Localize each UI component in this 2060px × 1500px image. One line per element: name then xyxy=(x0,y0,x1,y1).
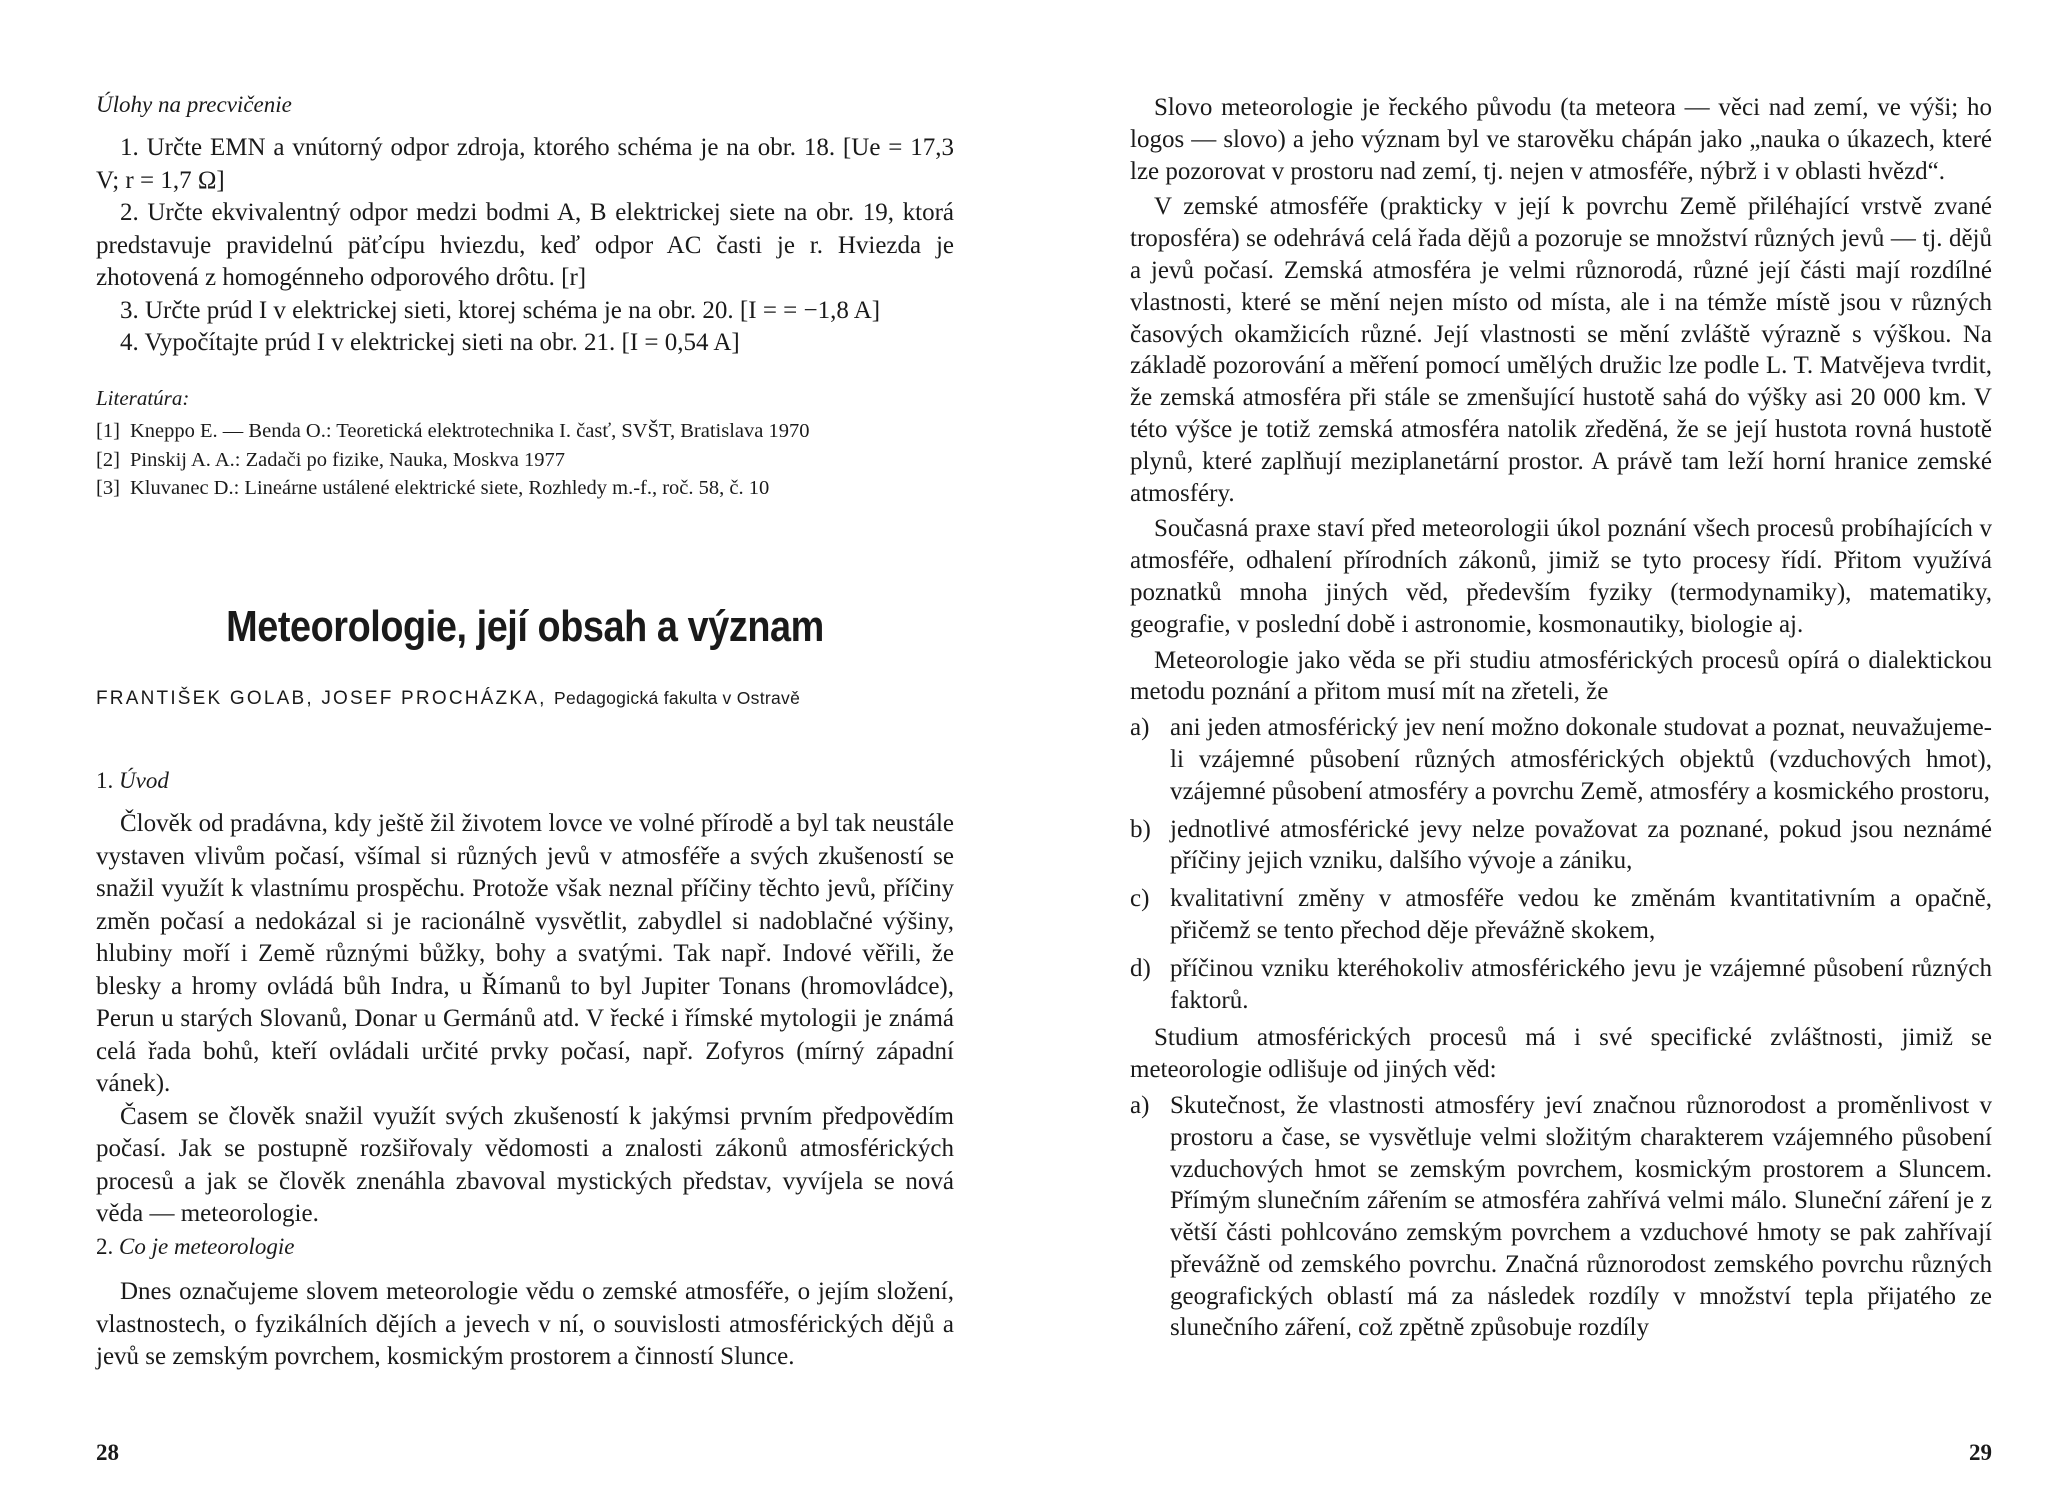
article-authors: FRANTIŠEK GOLAB, JOSEF PROCHÁZKA, xyxy=(96,688,547,709)
literature-text: Kluvanec D.: Lineárne ustálené elektrické siete, Rozhledy m.-f., roč. 58, č. 10 xyxy=(130,477,770,499)
list-marker: a) xyxy=(1130,1091,1150,1119)
list-text: kvalitativní změny v atmosféře vedou ke změnám kvantitativním a opačně, přičemž se tento přechod děje převážně skokem, xyxy=(1170,885,1992,944)
exercise-item: 2. Určte ekvivalentný odpor medzi bodmi A, B elektrickej siete na obr. 19, ktorá predstavuje pravidelnú päťcípu hviezdu, keď odpor AC časti je r. Hviezda je zhotovená z homogénneho odporového drôtu. [r] xyxy=(96,199,954,291)
list-item xyxy=(1130,814,1992,878)
literature-item xyxy=(96,449,954,472)
paragraph: Současná praxe staví před meteorologii úkol poznání všech procesů probíhajících v atmosféře, odhalení přírodních zákonů, jimiž se tyto procesy řídí. Přitom využívá poznatků mnoha jiných věd, především fyziky (termodynamiky), matematiky, geografie, v poslední době i astronomie, kosmonautiky, biologie aj. xyxy=(1130,515,1992,638)
left-page xyxy=(96,0,954,1500)
literature-item xyxy=(96,420,954,443)
section-body xyxy=(96,1276,954,1374)
literature-list xyxy=(96,420,954,506)
article-affiliation: Pedagogická fakulta v Ostravě xyxy=(554,688,801,708)
exercises-title: Úlohy na precvičenie xyxy=(96,92,292,117)
paragraph: Meteorologie jako věda se při studiu atmosférických procesů opírá o dialektickou metodu poznání a přitom musí mít na zřeteli, že xyxy=(1130,646,1992,706)
paragraph: Studium atmosférických procesů má i své specifické zvláštnosti, jimiž se meteorologie odlišuje od jiných věd: xyxy=(1130,1024,1992,1084)
list-text: ani jeden atmosférický jev není možno dokonale studovat a poznat, neuvažujeme-li vzájemné působení různých atmosférických objektů (vzduchových hmot), vzájemné působení atmosféry a povrchu Země, atmosféry a kosmického prostoru, xyxy=(1170,714,1992,805)
article-title: Meteorologie, její obsah a význam xyxy=(226,602,824,651)
paragraph: Dnes označujeme slovem meteorologie vědu o zemské atmosféře, o jejím složení, vlastnostech, o fyzikálních dějích a jevech v ní, o souvislosti atmosférických dějů a jevů se zemským povrchem, kosmickým prostorem a činností Slunce. xyxy=(96,1278,954,1370)
section-title: Co je meteorologie xyxy=(119,1234,295,1259)
exercise-item: 4. Vypočítajte prúd I v elektrickej sieti na obr. 21. [I = 0,54 A] xyxy=(120,329,740,356)
paragraph: V zemské atmosféře (prakticky v její k povrchu Země přiléhající vrstvě zvané troposféra) se odehrává celá řada dějů a pozoruje se množství různých jevů — tj. dějů a jevů počasí. Zemská atmosféra je velmi různorodá, různé její části mají rozdílné vlastnosti, které se mění nejen místo od místa, ale i na témže místě jsou v různých časových okamžicích různé. Její vlastnosti se mění zvláště výrazně s výškou. Na základě pozorování a měření pomocí umělých družic lze podle L. T. Matvějeva tvrdit, že zemská atmosféra při stále se zmenšující hustotě sahá do výšky asi 20 000 km. V této výšce je totiž zemská atmosféra natolik zředěná, že se její hustota rovná hustotě plynů, které zaplňují meziplanetární prostor. A právě tam leží horní hranice zemské atmosféry. xyxy=(1130,193,1992,507)
paragraph: Člověk od pradávna, kdy ještě žil životem lovce ve volné přírodě a byl tak neustále vystaven vlivům počasí, všímal si různých jevů v atmosféře a svých zkušeností se snažil využít k vlastnímu prospěchu. Protože však neznal příčiny těchto jevů, příčiny změn počasí a nedokázal si je racionálně vysvětlit, zabydlel si nadoblačné výšiny, hlubiny moří i Země různými bůžky, bohy a svatými. Tak např. Indové věřili, že blesky a hromy ovládá bůh Indra, u Římanů to byl Jupiter Tonans (hromovládce), Perun u starých Slovanů, Donar u Germánů atd. V řecké i římské mytologii je známá celá řada bohů, kteří ovládali určité prvky počasí, např. Zofyros (mírný západní vánek). xyxy=(96,810,954,1097)
exercises-list xyxy=(96,132,954,360)
list-text: Skutečnost, že vlastnosti atmosféry jeví značnou různorodost a proměnlivost v prostoru a čase, se vysvětluje velmi složitým charakterem vzájemného působení vzduchových hmot se zemským povrchem, kosmickým prostorem a Sluncem. Přímým slunečním zářením se atmosféra zahřívá velmi málo. Sluneční záření je z větší části pohlcováno zemským povrchem a vzduchové hmoty se pak zahřívají převážně od zemského povrchu. Značná různorodost zemského povrchu různých geografických oblastí má za následek rozdíly v množství tepla přijatého ze slunečního záření, což zpětně způsobuje rozdíly xyxy=(1170,1091,1992,1342)
paragraph: Slovo meteorologie je řeckého původu (ta meteora — věci nad zemí, ve výši; ho logos — slovo) a jeho význam byl ve starověku chápán jako „nauka o úkazech, které lze pozorovat v prostoru nad zemí, tj. nejen v atmosféře, nýbrž i v oblasti hvězd“. xyxy=(1130,94,1992,185)
list-item xyxy=(1130,712,1992,807)
exercise-item: 3. Určte prúd I v elektrickej sieti, ktorej schéma je na obr. 20. [I = = −1,8 A] xyxy=(120,296,881,324)
principles-list xyxy=(1130,712,1992,1016)
paragraph: Časem se člověk snažil využít svých zkušeností k jakýmsi prvním předpovědím počasí. Jak se postupně rozšiřovaly vědomosti a znalosti zákonů atmosférických procesů a jak se člověk znenáhla zbavoval mystických představ, vyvíjela se nová věda — meteorologie. xyxy=(96,1102,954,1227)
right-page xyxy=(1130,0,1992,1500)
list-marker: d) xyxy=(1130,954,1151,982)
literature-number: [1] xyxy=(96,420,120,442)
section-title: Úvod xyxy=(119,768,169,793)
list-text: příčinou vzniku kteréhokoliv atmosférického jevu je vzájemné působení různých faktorů. xyxy=(1170,954,1992,1014)
literature-text: Pinskij A. A.: Zadači po fizike, Nauka, Moskva 1977 xyxy=(130,448,565,471)
list-marker: b) xyxy=(1130,815,1151,843)
section-body xyxy=(96,808,954,1231)
right-body xyxy=(1130,92,1992,1350)
list-marker: c) xyxy=(1130,885,1150,913)
section-heading xyxy=(96,1234,294,1260)
exercise-item: 1. Určte EMN a vnútorný odpor zdroja, ktorého schéma je na obr. 18. [Ue = 17,3 V; r = 1,7 Ω] xyxy=(96,134,954,194)
list-text: jednotlivé atmosférické jevy nelze považovat za poznané, pokud jsou neznámé příčiny jejich vzniku, dalšího vývoje a zániku, xyxy=(1170,815,1992,875)
list-item xyxy=(1130,883,1992,947)
section-number: 2. xyxy=(96,1234,114,1259)
list-item xyxy=(1130,953,1992,1017)
article-byline xyxy=(96,688,954,710)
page-number: 29 xyxy=(1969,1440,1992,1465)
page-number: 28 xyxy=(96,1440,119,1465)
literature-item xyxy=(96,477,954,500)
section-heading xyxy=(96,768,169,794)
literature-number: [3] xyxy=(96,477,120,499)
literature-title: Literatúra: xyxy=(96,386,190,410)
list-item xyxy=(1130,1090,1992,1344)
list-marker: a) xyxy=(1130,714,1150,742)
literature-text: Kneppo E. — Benda O.: Teoretická elektrotechnika I. časť, SVŠT, Bratislava 1970 xyxy=(130,420,810,442)
specifics-list xyxy=(1130,1090,1992,1344)
section-number: 1. xyxy=(96,768,114,793)
literature-number: [2] xyxy=(96,448,120,471)
